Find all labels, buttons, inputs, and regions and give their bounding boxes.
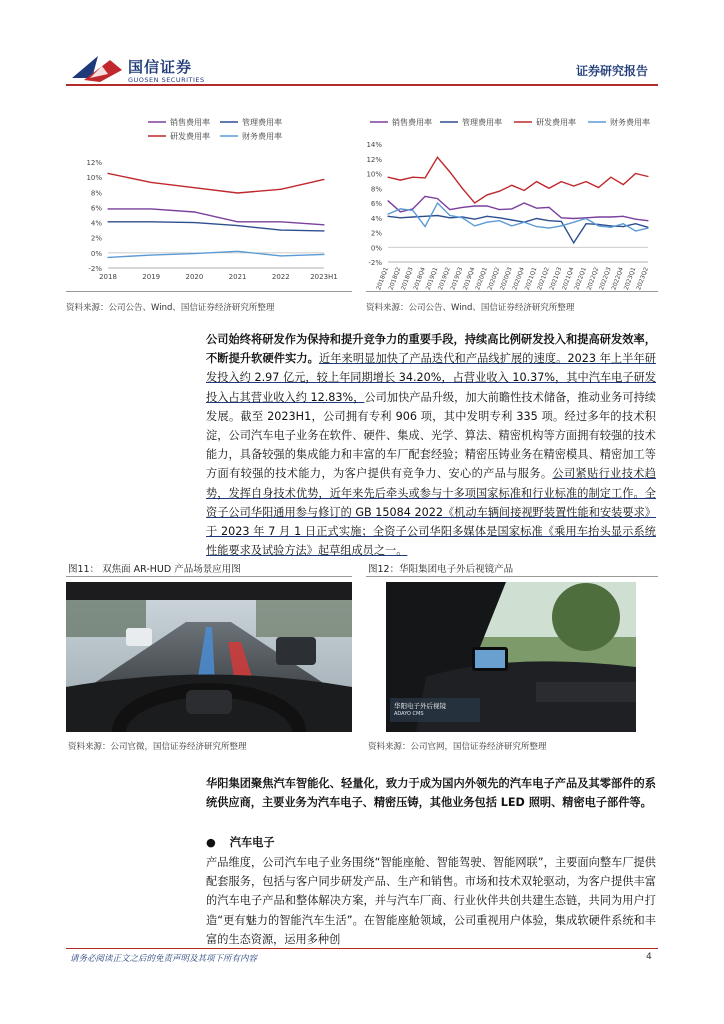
data-point xyxy=(598,187,599,188)
data-point xyxy=(647,220,648,221)
data-point xyxy=(536,226,537,227)
data-point xyxy=(449,209,450,210)
data-point xyxy=(194,211,195,212)
data-point xyxy=(635,230,636,231)
data-point xyxy=(412,208,413,209)
data-point xyxy=(610,216,611,217)
paragraph-rd-lead: 公司始终将研发作为保持和提升竞争力的重要手段，持续高比例研发投入和提高研发效率，不断提升软硬件实力。 xyxy=(206,333,656,366)
data-point xyxy=(524,190,525,191)
x-tick-label: 2021Q2 xyxy=(536,266,551,290)
x-tick-label: 2022Q2 xyxy=(585,266,601,290)
data-point xyxy=(511,219,512,220)
data-point xyxy=(425,226,426,227)
data-point xyxy=(449,217,450,218)
x-tick-label: 2023Q2 xyxy=(635,266,650,290)
data-point xyxy=(449,171,450,172)
figure12-rule xyxy=(366,576,658,577)
figure12-source: 资料来源：公司官网，国信证券经济研究所整理 xyxy=(368,742,547,752)
data-point xyxy=(635,173,636,174)
data-point xyxy=(387,216,388,217)
data-point xyxy=(474,225,475,226)
data-point xyxy=(511,208,512,209)
x-tick-label: 2021Q1 xyxy=(523,266,539,290)
y-tick-label: -2% xyxy=(368,259,382,267)
data-point xyxy=(400,208,401,209)
paragraph-product-text: 产品维度，公司汽车电子业务围绕“智能座舱、智能驾驶、智能网联”，主要面向整车厂提供配套服务，包括与客户同步研发产品、生产和销售。市场和技术双轮驱动，为客户提供丰富的汽车电子产品和整体解决方案，并与汽车厂商、行业伙伴共创共建生态链，共同为用户打造“更有魅力的智能汽车生活”。在智能座舱领域，公司重视用户体验，集成软硬件系统和丰富的生态资源，运用多种创 xyxy=(206,856,656,946)
paragraph-product xyxy=(206,853,656,949)
y-tick-label: -2% xyxy=(88,265,102,273)
data-point xyxy=(412,216,413,217)
data-point xyxy=(387,177,388,178)
y-tick-label: 10% xyxy=(86,174,102,183)
chart-right-svg xyxy=(366,100,658,290)
data-point xyxy=(194,187,195,188)
legend-label: 研发费用率 xyxy=(170,132,210,141)
data-point xyxy=(499,220,500,221)
paragraph-overview-lead: 华阳集团聚焦汽车智能化、轻量化，致力于成为国内外领先的汽车电子产品及其零部件的系统供应商， xyxy=(206,777,656,810)
data-point xyxy=(511,185,512,186)
data-point xyxy=(524,222,525,223)
data-point xyxy=(573,185,574,186)
mirror-caption-box xyxy=(390,698,480,722)
data-point xyxy=(280,221,281,222)
x-tick-label: 2022Q4 xyxy=(610,266,626,290)
data-point xyxy=(400,211,401,212)
data-point xyxy=(486,216,487,217)
data-point xyxy=(561,217,562,218)
y-tick-label: 12% xyxy=(366,155,382,164)
data-point xyxy=(573,242,574,243)
legend-label: 研发费用率 xyxy=(536,118,576,127)
data-point xyxy=(499,209,500,210)
data-point xyxy=(548,220,549,221)
ar-hud-scene-icon xyxy=(66,582,352,732)
data-point xyxy=(280,230,281,231)
series-line-销售费用率 xyxy=(388,196,648,220)
data-point xyxy=(635,219,636,220)
chart-right-source: 资料来源：公司公告、Wind、国信证券经济研究所整理 xyxy=(366,303,575,313)
data-point xyxy=(610,177,611,178)
legend-label: 财务费用率 xyxy=(610,118,650,127)
data-point xyxy=(323,224,324,225)
brand-name-cn: 国信证券 xyxy=(128,58,193,76)
x-tick-label: 2020Q1 xyxy=(474,266,489,290)
x-tick-label: 2019Q2 xyxy=(437,266,452,290)
data-point xyxy=(387,213,388,214)
chart-left-svg xyxy=(66,100,352,290)
data-point xyxy=(486,222,487,223)
data-point xyxy=(610,225,611,226)
data-point xyxy=(462,188,463,189)
x-tick-label: 2018 xyxy=(99,273,117,281)
data-point xyxy=(573,222,574,223)
y-tick-label: 6% xyxy=(90,204,102,213)
brand-name-en: GUOSEN SECURITIES xyxy=(128,76,205,84)
x-tick-label: 2018Q4 xyxy=(412,266,428,290)
data-point xyxy=(548,207,549,208)
data-point xyxy=(412,177,413,178)
y-tick-label: 6% xyxy=(370,200,382,208)
y-tick-label: 2% xyxy=(370,229,382,238)
bullet-label: 汽车电子 xyxy=(229,836,275,849)
figure11-rule xyxy=(66,576,352,577)
y-tick-label: 2% xyxy=(90,234,102,243)
data-point xyxy=(323,254,324,255)
x-tick-label: 2020Q4 xyxy=(511,266,527,290)
paragraph-rd-s3: 公司加快产品升级，加大前瞻性技术储备，推动业务可持续发展。截至 2023H1，公司拥有专利 906 项，其中发明专利 335 项。经过多年的技术积淀，公司汽车电子业务在软件、硬件、集成、光学、算法、精密机构等方面拥有较强的技术能力，具备较强的集成能力和丰富的车厂配套经验；精密压铸业务在精密模具、精密加工等方面有较强的技术能力，为客户提供有竞争力、安心的产品与服务。 xyxy=(206,390,656,481)
legend-label: 销售费用率 xyxy=(170,118,210,127)
x-tick-label: 2019Q3 xyxy=(449,266,465,290)
ar-hud-photo xyxy=(66,582,352,732)
data-point xyxy=(237,251,238,252)
data-point xyxy=(548,188,549,189)
chart-right xyxy=(366,100,658,290)
mirror-caption-en: ADAYO CMS xyxy=(394,711,424,717)
data-point xyxy=(511,225,512,226)
data-point xyxy=(647,176,648,177)
data-point xyxy=(151,208,152,209)
figure12-title: 图12：华阳集团电子外后视镜产品 xyxy=(368,564,514,575)
report-type: 证券研究报告 xyxy=(576,64,649,78)
legend-label: 管理费用率 xyxy=(242,118,282,127)
data-point xyxy=(323,179,324,180)
x-tick-label: 2020Q3 xyxy=(498,266,514,290)
data-point xyxy=(486,194,487,195)
x-tick-label: 2018Q3 xyxy=(399,266,415,290)
data-point xyxy=(437,215,438,216)
y-tick-label: 8% xyxy=(90,189,102,198)
mirror-photo xyxy=(386,582,636,732)
x-tick-label: 2022Q3 xyxy=(598,266,613,290)
data-point xyxy=(437,157,438,158)
y-tick-label: 0% xyxy=(370,244,382,253)
data-point xyxy=(107,173,108,174)
series-line-管理费用率 xyxy=(388,216,648,243)
data-point xyxy=(280,255,281,256)
page-number: 4 xyxy=(646,952,652,962)
data-point xyxy=(425,216,426,217)
legend-label: 销售费用率 xyxy=(392,118,432,127)
data-point xyxy=(524,202,525,203)
data-point xyxy=(437,198,438,199)
data-point xyxy=(474,202,475,203)
legend-label: 财务费用率 xyxy=(242,132,282,141)
data-point xyxy=(623,216,624,217)
figure11-title: 图11： 双焦面 AR-HUD 产品场景应用图 xyxy=(68,564,241,575)
data-point xyxy=(623,223,624,224)
data-point xyxy=(598,224,599,225)
data-point xyxy=(610,227,611,228)
data-point xyxy=(425,177,426,178)
data-point xyxy=(598,216,599,217)
data-point xyxy=(107,221,108,222)
x-tick-label: 2018Q2 xyxy=(387,266,403,290)
chart-left xyxy=(66,100,352,290)
paragraph-overview-rest: 主要业务为汽车电子、精密压铸，其他业务包括 LED 照明、精密电子部件等。 xyxy=(261,796,652,810)
data-point xyxy=(536,208,537,209)
data-point xyxy=(194,222,195,223)
data-point xyxy=(623,226,624,227)
data-point xyxy=(474,219,475,220)
data-point xyxy=(280,189,281,190)
paragraph-rd xyxy=(206,330,656,560)
data-point xyxy=(561,221,562,222)
data-point xyxy=(635,223,636,224)
data-point xyxy=(462,207,463,208)
x-tick-label: 2021 xyxy=(228,273,247,281)
data-point xyxy=(107,257,108,258)
footer-rule xyxy=(66,948,658,949)
data-point xyxy=(585,181,586,182)
x-tick-label: 2021Q4 xyxy=(560,266,576,290)
data-point xyxy=(462,217,463,218)
data-point xyxy=(237,225,238,226)
chart-left-divider xyxy=(66,291,352,292)
y-tick-label: 10% xyxy=(366,170,382,179)
guosen-logo-icon xyxy=(70,52,124,84)
header xyxy=(0,0,724,90)
x-tick-label: 2022 xyxy=(271,273,290,281)
chart-left-source: 资料来源：公司公告、Wind、国信证券经济研究所整理 xyxy=(66,303,275,313)
data-point xyxy=(437,202,438,203)
x-tick-label: 2020Q2 xyxy=(486,266,502,290)
data-point xyxy=(151,255,152,256)
data-point xyxy=(387,200,388,201)
y-tick-label: 12% xyxy=(86,159,102,167)
data-point xyxy=(449,215,450,216)
data-point xyxy=(412,210,413,211)
data-point xyxy=(536,181,537,182)
x-tick-label: 2022Q1 xyxy=(573,266,588,290)
data-point xyxy=(151,221,152,222)
paragraph-rd-s2: 近年来明显加快了产品迭代和产品线扩展的速度。2023 年上半年研发投入约 2.97 亿元，较上年同期增长 34.20%，占营业收入 10.37%，其中汽车电子研发投入占其营业收入约 12.83%， xyxy=(206,352,656,404)
data-point xyxy=(107,208,108,209)
data-point xyxy=(561,181,562,182)
x-tick-label: 2019Q1 xyxy=(424,266,440,290)
y-tick-label: 14% xyxy=(366,141,382,149)
bullet-dot: ● xyxy=(206,836,216,849)
data-point xyxy=(151,182,152,183)
bullet-automotive xyxy=(206,833,656,852)
y-tick-label: 8% xyxy=(370,185,382,194)
data-point xyxy=(499,217,500,218)
data-point xyxy=(237,192,238,193)
x-tick-label: 2019Q4 xyxy=(461,266,477,290)
legend-label: 管理费用率 xyxy=(462,118,502,127)
x-tick-label: 2019 xyxy=(142,273,161,281)
y-tick-label: 4% xyxy=(90,219,102,228)
data-point xyxy=(194,253,195,254)
y-tick-label: 0% xyxy=(90,249,102,258)
data-point xyxy=(499,191,500,192)
x-tick-label: 2020 xyxy=(185,273,204,281)
x-tick-label: 2021Q3 xyxy=(548,266,564,290)
figure11-source: 资料来源：公司官微，国信证券经济研究所整理 xyxy=(68,742,247,752)
data-point xyxy=(536,218,537,219)
x-tick-label: 2023H1 xyxy=(310,273,338,281)
data-point xyxy=(237,221,238,222)
data-point xyxy=(573,218,574,219)
paragraph-overview xyxy=(206,774,656,812)
chart-right-divider xyxy=(366,291,658,292)
data-point xyxy=(585,223,586,224)
data-point xyxy=(400,180,401,181)
header-rule xyxy=(66,84,658,86)
series-line-财务费用率 xyxy=(108,251,324,257)
data-point xyxy=(585,218,586,219)
data-point xyxy=(647,227,648,228)
data-point xyxy=(400,217,401,218)
data-point xyxy=(598,225,599,226)
data-point xyxy=(323,230,324,231)
data-point xyxy=(561,225,562,226)
x-tick-label: 2023Q1 xyxy=(622,266,638,290)
footer-disclaimer: 请务必阅读正文之后的免责声明及其项下所有内容 xyxy=(70,954,258,964)
data-point xyxy=(425,196,426,197)
data-point xyxy=(548,227,549,228)
paragraph-rd-s4: 公司紧贴行业技术趋势，发挥自身技术优势，近年来先后牵头或参与十多项国家标准和行业标准的制定工作。全资子公司华阳通用参与修订的 GB 15084 2022《机动车辆间接视野装置性能和安装要求》于 2023 年 7 月 1 日正式实施；全资子公司华阳多媒体是国家标准《乘用车抬头显示系统性能要求及试验方法》起草组成员之一。 xyxy=(206,467,656,558)
data-point xyxy=(474,205,475,206)
series-line-研发费用率 xyxy=(108,173,324,193)
mirror-caption-cn: 华阳电子外后视镜 xyxy=(394,702,446,710)
x-tick-label: 2018Q1 xyxy=(375,266,390,290)
data-point xyxy=(623,184,624,185)
y-tick-label: 4% xyxy=(370,214,382,223)
data-point xyxy=(486,205,487,206)
